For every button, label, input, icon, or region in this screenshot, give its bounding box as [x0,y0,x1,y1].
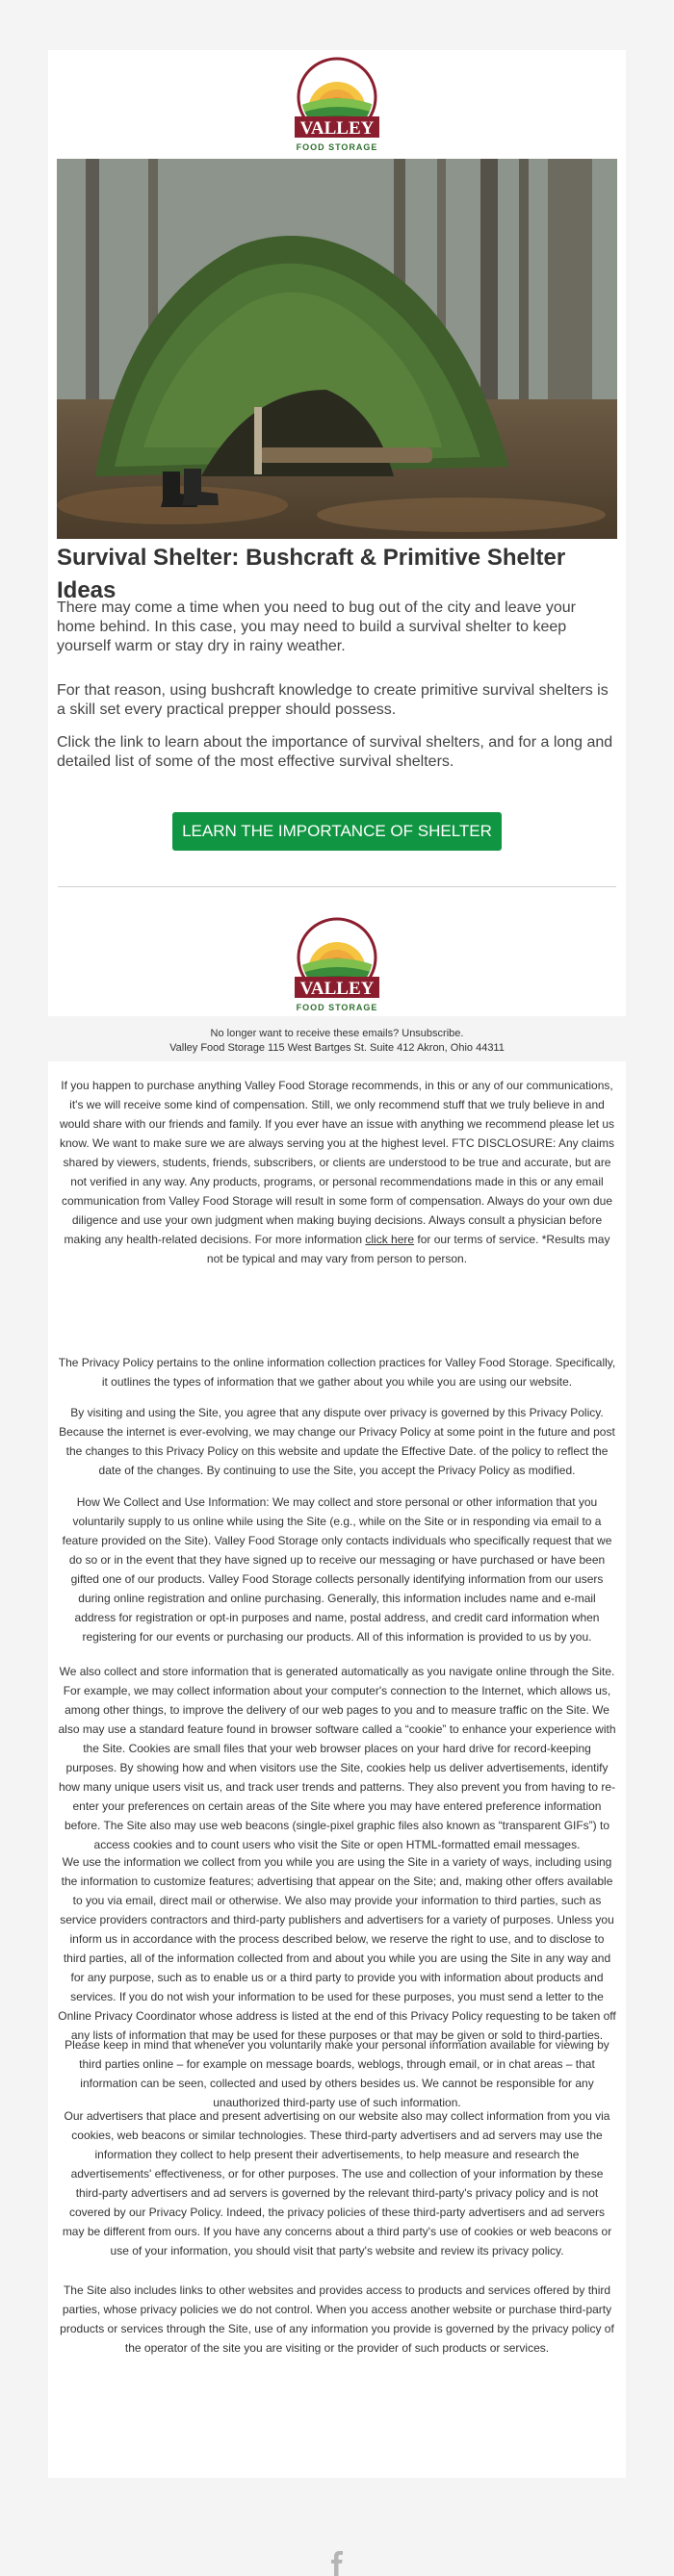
valley-food-storage-logo-footer[interactable] [291,914,383,1020]
email-content-card [48,50,626,1016]
privacy-use-of-information: We use the information we collect from you while you are using the Site in a variety of ways, including using the information to customize features; advertising that appear on the Site; and, making other offers available to you via email, direct mail or otherwise. We also may provide your information to third parties, such as service providers contractors and third-party publishers and advertisers for a variety of purposes. Unless you inform us in accordance with the process described below, we reserve the right to use, and to disclose to third parties, all of the information collected from and about you while you are using the Site in any way and for any purpose, such as to enable us or a third party to provide you with information about products and services. If you do not wish your information to be used for these purposes, you must send a letter to the Online Privacy Coordinator whose address is listed at the end of this Privacy Policy requesting to be taken off any lists of information that may be used for these purposes or that may be given or sold to third-parties. [58,1855,616,2042]
privacy-third-party-links: The Site also includes links to other websites and provides access to products and services offered by third parties, whose privacy policies we do not control. When you access another website or purchase third-party products or services through the Site, use of any information you provide is governed by the privacy policy of the operator of the site you are visiting or the provider of such products or services. [60,2283,614,2355]
privacy-intro: The Privacy Policy pertains to the online information collection practices for Valley Food Storage. Specifically, it outlines the types of information that we gather about you while you are using our website. [58,1356,616,1389]
section-divider [58,886,616,887]
privacy-public-disclosure: Please keep in mind that whenever you voluntarily make your personal information available for viewing by third parties online – for example on message boards, weblogs, through email, or in chat areas – that information can be seen, collected and used by others besides us. We cannot be responsible for any unauthorized third-party use of such information. [65,2038,609,2109]
privacy-cookies: We also collect and store information that is generated automatically as you navigate online through the Site. For example, we may collect information about your computer's connection to the Internet, which allows us, among other things, to improve the delivery of our web pages to you and to measure traffic on the Site. We also may use a standard feature found in browser software called a “cookie” to enhance your experience with the Site. Cookies are small files that your web browser places on your hard drive for record-keeping purposes. By showing how and when visitors use the Site, cookies help us deliver advertisements, identify how many unique users visit us, and track user trends and patterns. They also prevent you from having to re-enter your preferences on certain areas of the Site where you may have entered preference information before. The Site also may use web beacons (single-pixel graphic files also known as “transparent GIFs”) to access cookies and to count users who visit the Site or open HTML-formatted email messages. [58,1665,616,1851]
ftc-disclosure: If you happen to purchase anything Valley Food Storage recommends, in this or any of our communications, it's we will receive some kind of compensation. Still, we only recommend stuff that we truly believe in and would share with our friends and family. If you ever have an issue with anything we recommend please let us know. We want to make sure we are always serving you at the highest level. FTC DISCLOSURE: Any claims shared by viewers, students, friends, subscribers, or clients are understood to be true and accurate, but are not verified in any way. Any products, programs, or personal recommendations made in this or any email communication from Valley Food Storage will result in some form of compensation. Always do your own due diligence and use your own judgment when making buying decisions. Always consult a physician before making any health-related decisions. For more information click here for our terms of service. *Results may not be typical and may vary from person to person. [59,1079,615,1265]
article-cta-paragraph: Click the link to learn about the importance of survival shelters, and for a long and detailed list of some of the most effective survival shelters. [57,734,613,770]
terms-of-service-link[interactable]: click here [365,1233,415,1246]
privacy-agreement: By visiting and using the Site, you agree that any dispute over privacy is governed by this Privacy Policy. Because the internet is ever-evolving, we may change our Privacy Policy at some point in the future and post the changes to this Privacy Policy on this website and update the Effective Date. of the policy to reflect the date of the changes. By continuing to use the Site, you accept the Privacy Policy as modified. [59,1406,615,1477]
mailing-address: Valley Food Storage 115 West Bartges St. Suite 412 Akron, Ohio 44311 [169,1042,505,1054]
article-body-paragraph: For that reason, using bushcraft knowledge to create primitive survival shelters is a skill set every practical prepper should possess. [57,682,609,718]
learn-importance-of-shelter-button[interactable]: LEARN THE IMPORTANCE OF SHELTER [172,812,502,851]
privacy-advertisers: Our advertisers that place and present advertising on our website also may collect information from you via cookies, web beacons or similar technologies. These third-party advertisers and ad servers may use the information they collect to help present their advertisements, to help measure and research the advertisements' effectiveness, or for other purposes. The use and collection of your information by these third-party advertisers and ad servers is governed by the relevant third-party's privacy policy and is not covered by our Privacy Policy. Indeed, the privacy policies of these third-party advertisers and ad servers may be different from ours. If you have any concerns about a third party's use of cookies or web beacons or use of your information, you should visit that party's website and review its privacy policy. [62,2109,612,2257]
survival-shelter-photo[interactable] [57,159,617,539]
facebook-icon[interactable] [328,2551,346,2576]
privacy-collection: How We Collect and Use Information: We may collect and store personal or other information that you voluntarily supply to us online while using the Site (e.g., while on the Site or in responding via email to a feature provided on the Site). Valley Food Storage only contacts individuals who specifically request that we do so or in the event that they have signed up to receive our messaging or have purchased or have been gifted one of our products. Valley Food Storage collects personally identifying information from our users during online registration and online purchasing. Generally, this information includes name and e-mail address for registration or opt-in purposes and name, postal address, and credit card information when registering for our events or purchasing our products. All of this information is provided to us by you. [62,1495,612,1644]
article-intro-paragraph: There may come a time when you need to bug out of the city and leave your home behind. In this case, you may need to build a survival shelter to keep yourself warm or stay dry in rainy weather. [57,599,576,654]
valley-food-storage-logo[interactable] [291,54,383,160]
unsubscribe-line[interactable]: No longer want to receive these emails? Unsubscribe. [210,1028,464,1039]
article-headline: Survival Shelter: Bushcraft & Primitive Shelter Ideas [57,545,566,603]
legal-disclosure-card [48,1061,626,2478]
